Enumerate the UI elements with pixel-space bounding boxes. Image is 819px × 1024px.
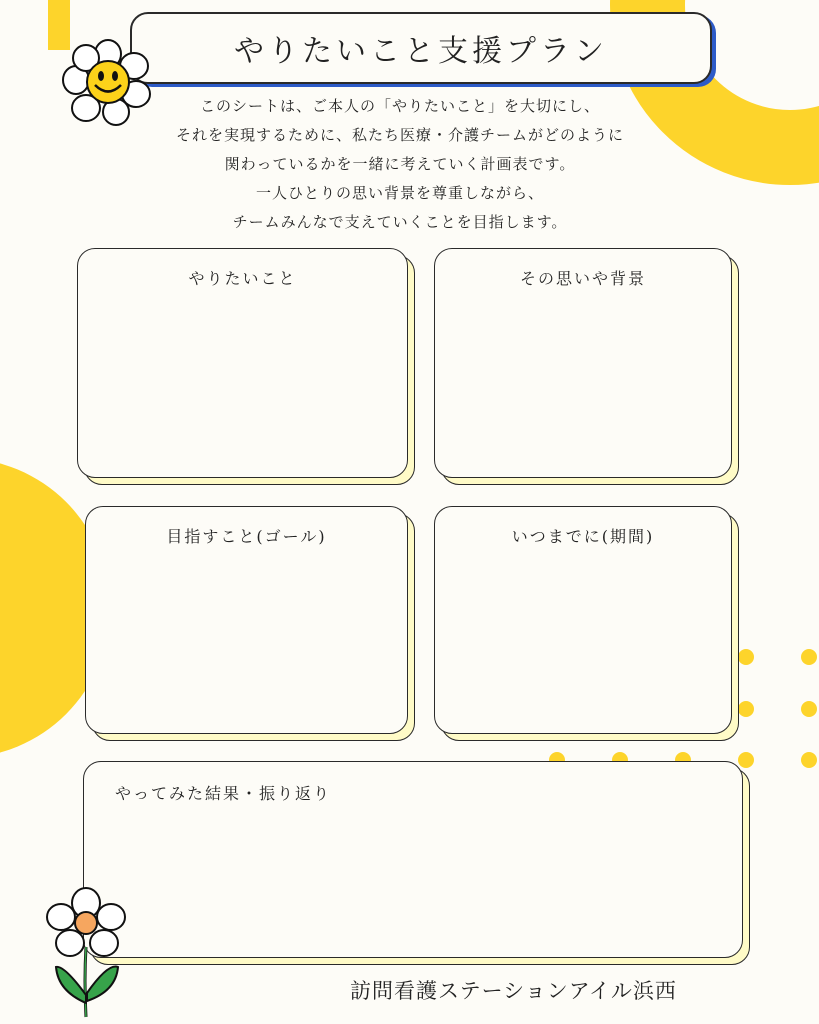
flower-icon — [46, 885, 126, 1020]
intro-text — [120, 92, 680, 237]
organization-name: 訪問看護ステーションアイル浜西 — [350, 979, 677, 1003]
goal-label: 目指すこと(ゴール) — [166, 527, 327, 546]
intro-line: 関わっているかを一緒に考えていく計画表です。 — [224, 155, 576, 173]
intro-line: チームみんなで支えていくことを目指します。 — [232, 213, 568, 231]
want-label: やりたいこと — [188, 269, 297, 288]
background-box[interactable] — [434, 248, 732, 478]
intro-line: それを実現するために、私たち医療・介護チームがどのように — [175, 126, 624, 144]
page-title: やりたいこと支援プラン — [234, 34, 608, 69]
result-label: やってみた結果・振り返り — [115, 784, 332, 803]
background-label: その思いや背景 — [519, 269, 646, 288]
want-box[interactable] — [77, 248, 408, 478]
title-banner — [130, 12, 712, 84]
goal-box[interactable] — [85, 506, 408, 734]
deadline-label: いつまでに(期間) — [511, 527, 655, 546]
deadline-box[interactable] — [434, 506, 732, 734]
intro-line: このシートは、ご本人の「やりたいこと」を大切にし、 — [199, 97, 600, 115]
result-box[interactable] — [83, 761, 743, 958]
intro-line: 一人ひとりの思い背景を尊重しながら、 — [255, 184, 544, 202]
